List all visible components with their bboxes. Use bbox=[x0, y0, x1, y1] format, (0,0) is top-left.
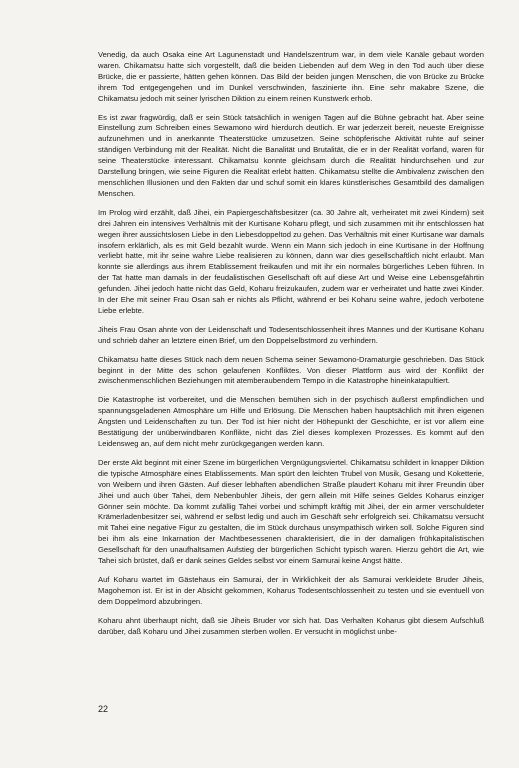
paragraph: Es ist zwar fragwürdig, daß er sein Stück tatsächlich in wenigen Tagen auf die Bühne gebracht hat. Aber seine Einstellung zum Schreiben eines Sewamono wird hierdurch deutlich. Er war jederzeit bereit, neueste Ereignisse aufzunehmen und in anerkannte Theaterstücke umzusetzen. Seine schöpferische Aktivität ruhte auf seiner ständigen Verbindung mit der Realität. Nicht die Banalität und Brutalität, die er in der Realität vorfand, waren für seine Theaterstücke interessant. Chikamatsu konnte gleichsam durch die Realität hindurchsehen und zur Darstellung bringen, wie seine Figuren die Realität erlebt hatten. Chikamatsu stellte die Ambivalenz zwischen den menschlichen Illusionen und den Fakten dar und schuf somit ein klares künstlerisches Gesamtbild des damaligen Menschen. bbox=[98, 112, 484, 198]
paragraph: Chikamatsu hatte dieses Stück nach dem neuen Schema seiner Sewamono-Dramaturgie geschrieben. Das Stück beginnt in der Mitte des schon gelaufenen Konfliktes. Von dieser Plattform aus wird der Konflikt der zwischenmenschlichen Beziehungen mit atemberaubendem Tempo in die Katastrophe hineinkatapultiert. bbox=[98, 354, 484, 386]
paragraph: Im Prolog wird erzählt, daß Jihei, ein Papiergeschäftsbesitzer (ca. 30 Jahre alt, verheiratet mit zwei Kindern) seit drei Jahren ein intensives Verhältnis mit der Kurtisane Koharu pflegt, und sich zusammen mit ihr entschlossen hat wegen ihrer aussichtslosen Liebe in den Liebesdoppeltod zu gehen. Das Verhältnis mit einer Kurtisane war damals insofern erklärlich, als es mit Geld bezahlt wurde. Wenn ein Mann sich jedoch in eine Kurtisane in der Hoffnung verliebt hatte, mit ihr seine wahre Liebe realisieren zu können, dann war dies gesellschaftlich nicht erlaubt. Man konnte sie allerdings aus ihrem Etablissement freikaufen und mit ihr ein normales bürgerliches Leben führen. In der Tat hatte man damals in der feudalistischen Gesellschaft oft auf diese Art und Weise eine Lebensgefährtin gefunden. Jihei jedoch hatte nicht das Geld, Koharu freizukaufen, zudem war er verheiratet und hatte zwei Kinder. In der Ehe mit seiner Frau Osan sah er nichts als Pflicht, während er bei Koharu seine wahre, jedoch verbotene Liebe erlebte. bbox=[98, 207, 484, 315]
page-number: 22 bbox=[98, 704, 109, 714]
paragraph: Auf Koharu wartet im Gästehaus ein Samurai, der in Wirklichkeit der als Samurai verkleidete Bruder Jiheis, Magohemon ist. Er ist in der Absicht gekommen, Koharus Todesentschlossenheit zu testen und sie eventuell von dem Doppelmord abzubringen. bbox=[98, 574, 484, 606]
paragraph: Die Katastrophe ist vorbereitet, und die Menschen bemühen sich in der psychisch äußerst empfindlichen und spannungsgeladenen Atmosphäre um Hilfe und Erlösung. Die Menschen haben hauptsächlich mit ihren eigenen Ängsten und Leidenschaften zu tun. Der Tod ist hier nicht der Höhepunkt der Geschichte, er ist vor allem eine Bestätigung der unüberwindbaren Konflikte, nicht das Ziel dieses komplexen Prozesses. Es kommt auf den Leidensweg an, auf dem nicht mehr zurückgegangen werden kann. bbox=[98, 395, 484, 448]
paragraph: Jiheis Frau Osan ahnte von der Leidenschaft und Todesentschlossenheit ihres Mannes und der Kurtisane Koharu und schrieb daher an letztere einen Brief, um den Doppelselbstmord zu verhindern. bbox=[98, 324, 484, 345]
body-text bbox=[98, 50, 484, 646]
paragraph: Der erste Akt beginnt mit einer Szene im bürgerlichen Vergnügungsviertel. Chikamatsu schildert in knapper Diktion die typische Atmosphäre eines Etablissements. Man spürt den leichten Trubel von Musik, Gesang und Koketterie, von Weibern und ihren Gästen. Auf dieser lebhaften abendlichen Straße plaudert Koharu mit ihrer Freundin über Jihei und auch über Tahei, dem Nebenbuhler Jiheis, der gern allein mit Hilfe seines Geldes Koharus einziger Gönner sein möchte. Da kommt zufällig Tahei vorbei und schimpft kräftig mit Jihei, der ein armer verschuldeter Krämerladenbesitzer sei, während er selbst ledig und auch im Geschäft sehr erfolgreich sei. Chikamatsu versucht mit Tahei eine negative Figur zu gestalten, die im Stück durchaus unsympathisch wirken soll. Solche Figuren sind bei ihm als eine Inkarnation der Machtbesessenen charakterisiert, die in der damaligen frühkapitalistischen Gesellschaft für den unaufhaltsamen Aufstieg der bürgerlichen Schicht typisch waren. Hierzu gehört die Art, wie Tahei sich brüstet, daß er dank seines Geldes selbst vor einem Samurai keine Angst hätte. bbox=[98, 457, 484, 566]
paragraph: Koharu ahnt überhaupt nicht, daß sie Jiheis Bruder vor sich hat. Das Verhalten Koharus gibt diesem Aufschluß darüber, daß Koharu und Jihei zusammen sterben wollen. Er versucht in möglichst unbe- bbox=[98, 615, 484, 636]
paragraph: Venedig, da auch Osaka eine Art Lagunenstadt und Handelszentrum war, in dem viele Kanäle gebaut worden waren. Chikamatsu hatte sich vorgestellt, daß die beiden Liebenden auf dem Weg in den Tod auch über diese Brücke, die er passierte, hätten gehen können. Das Bild der beiden jungen Menschen, die von Brücke zu Brücke ihrem Tod entgegengehen und im Dunkel verschwinden, faszinierte ihn. Eine sehr makabre Szene, die Chikamatsu jedoch mit seiner lyrischen Diktion zu einem reinen Kunstwerk erhob. bbox=[98, 50, 484, 103]
